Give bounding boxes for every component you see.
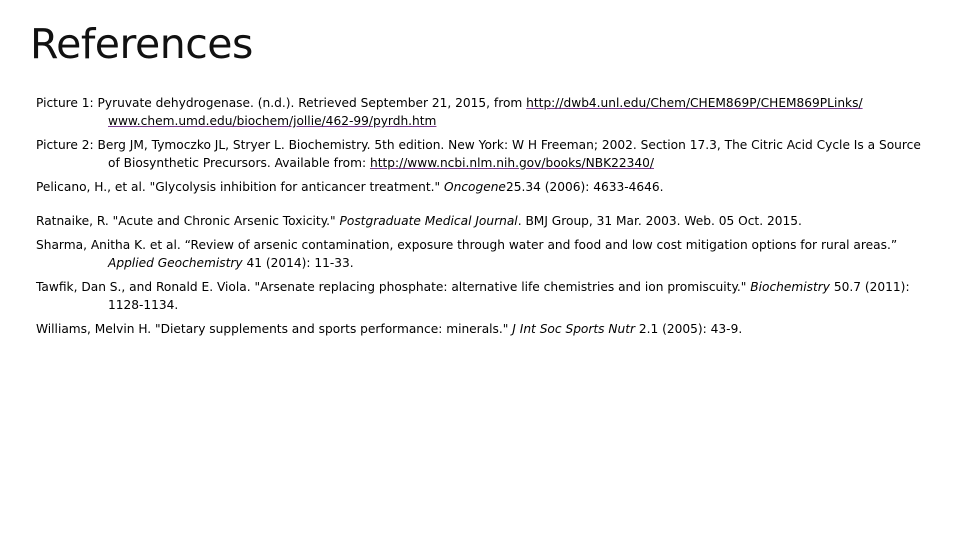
reference-journal: Oncogene: [444, 180, 506, 194]
reference-journal: Applied Geochemistry: [108, 256, 243, 270]
reference-details: 41 (2014): 11-33.: [242, 256, 354, 270]
reference-item: [36, 320, 936, 338]
reference-journal: Postgraduate Medical Journal: [339, 214, 518, 228]
reference-details: 50.7 (2011): 1128-1134.: [108, 280, 910, 312]
reference-text: Tawfik, Dan S., and Ronald E. Viola. "Arsenate replacing phosphate: alternative life chemistries and ion promiscuity.": [36, 280, 751, 294]
reference-link[interactable]: www.chem.umd.edu/biochem/jollie/462-99/pyrdh.htm: [108, 114, 437, 128]
reference-text: Sharma, Anitha K. et al. “Review of arsenic contamination, exposure through water and food and low cost mitigation options for rural areas.”: [36, 238, 898, 252]
slide-title: References: [30, 20, 253, 68]
reference-item: [36, 94, 936, 130]
reference-text: Ratnaike, R. "Acute and Chronic Arsenic Toxicity.": [36, 214, 340, 228]
reference-details: 25.34 (2006): 4633-4646.: [505, 180, 664, 194]
reference-text: Picture 1: Pyruvate dehydrogenase. (n.d.). Retrieved September 21, 2015, from: [36, 96, 527, 110]
reference-text: Williams, Melvin H. "Dietary supplements and sports performance: minerals.": [36, 322, 513, 336]
references-list: [36, 94, 936, 344]
reference-details: . BMJ Group, 31 Mar. 2003. Web. 05 Oct. 2015.: [517, 214, 802, 228]
reference-text: Picture 2: Berg JM, Tymoczko JL, Stryer L. Biochemistry. 5th edition. New York: W H Freeman; 2002. Section 17.3, The Citric Acid Cycle Is a Source of Biosynthetic Precursors. Available from:: [36, 138, 921, 170]
reference-item: [36, 212, 936, 230]
reference-details: 2.1 (2005): 43-9.: [635, 322, 743, 336]
reference-text: Pelicano, H., et al. "Glycolysis inhibition for anticancer treatment.": [36, 180, 444, 194]
reference-item: [36, 178, 936, 196]
reference-journal: Biochemistry: [750, 280, 831, 294]
reference-link[interactable]: http://www.ncbi.nlm.nih.gov/books/NBK22340/: [369, 156, 654, 170]
reference-link[interactable]: http://dwb4.unl.edu/Chem/CHEM869P/CHEM869PLinks/: [526, 96, 863, 110]
reference-item: [36, 278, 936, 314]
reference-journal: J Int Soc Sports Nutr: [512, 322, 636, 336]
reference-item: [36, 236, 936, 272]
reference-item: [36, 136, 936, 172]
